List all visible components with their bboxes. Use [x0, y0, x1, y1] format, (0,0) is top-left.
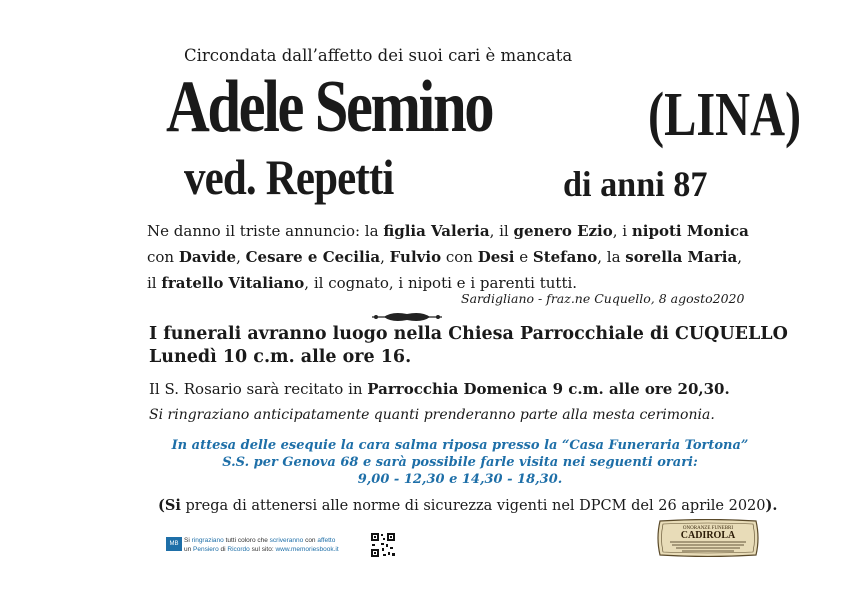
deceased-age: di anni 87: [563, 164, 708, 204]
place-date: Sardigliano - fraz.ne Cuquello, 8 agosto2020: [461, 291, 745, 306]
divider-ornament: [370, 311, 444, 323]
deceased-nickname: (LINA): [648, 81, 802, 149]
funeral-line-2: Lunedì 10 c.m. alle ore 16.: [149, 347, 412, 367]
badge-name: CADIROLA: [680, 530, 736, 541]
visit-info: [160, 437, 760, 488]
announcement-line-3: il fratello Vitaliano, il cognato, i nipoti e i parenti tutti.: [147, 274, 578, 292]
widow-of: ved. Repetti: [184, 149, 394, 205]
announcement-line-2: con Davide, Cesare e Cecilia, Fulvio con Desi e Stefano, la sorella Maria,: [147, 248, 742, 266]
visit-line-2: S.S. per Genova 68 e sarà possibile farle visita nei seguenti orari:: [222, 455, 698, 470]
visit-line-1: In attesa delle esequie la cara salma riposa presso la “Casa Funeraria Tortona”: [171, 438, 749, 453]
qr-code-icon[interactable]: [370, 532, 396, 558]
badge-top-text: ONORANZE FUNEBRI: [682, 526, 734, 531]
funeral-home-badge: [656, 519, 760, 557]
thanks-text: Si ringraziano anticipatamente quanti prenderanno parte alla mesta cerimonia.: [149, 407, 715, 423]
memoriesbook-text: Si ringraziano tutti coloro che scriveranno con affetto un Pensiero di Ricordo sul sito: www.memoriesbook.it: [184, 537, 339, 553]
rosary-info: Il S. Rosario sarà recitato in Parrocchia Domenica 9 c.m. alle ore 20,30.: [149, 380, 730, 398]
memoriesbook-link[interactable]: www.memoriesbook.it: [275, 546, 339, 553]
funeral-line-1: I funerali avranno luogo nella Chiesa Parrocchiale di CUQUELLO: [149, 324, 788, 344]
funeral-info: [149, 323, 788, 368]
dpcm-notice: (Si prega di attenersi alle norme di sicurezza vigenti nel DPCM del 26 aprile 2020).: [158, 497, 778, 514]
announcement-line-1: Ne danno il triste annuncio: la figlia Valeria, il genero Ezio, i nipoti Monica: [147, 222, 749, 240]
announcement: [147, 218, 749, 296]
intro-text: Circondata dall’affetto dei suoi cari è mancata: [184, 46, 573, 65]
memoriesbook-logo-icon: MB: [166, 537, 182, 551]
deceased-name: Adele Semino: [166, 66, 493, 148]
visit-line-3: 9,00 - 12,30 e 14,30 - 18,30.: [357, 472, 563, 487]
